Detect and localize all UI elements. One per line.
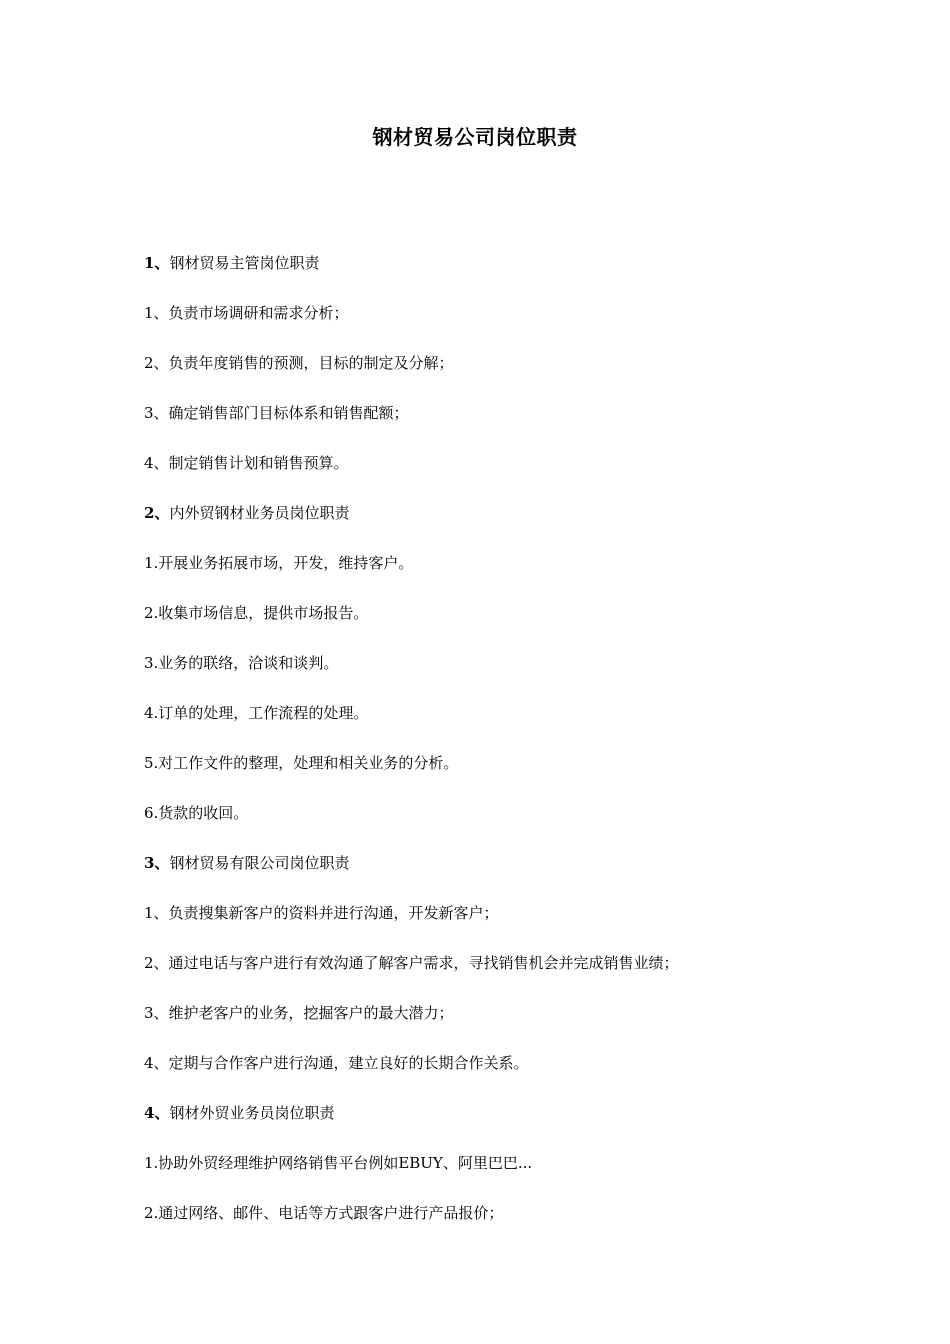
list-item: 2、负责年度销售的预测，目标的制定及分解； [144, 354, 454, 372]
list-item: 2.通过网络、邮件、电话等方式跟客户进行产品报价； [144, 1204, 504, 1222]
section-title: 内外贸钢材业务员岗位职责 [169, 504, 350, 522]
list-item: 1.协助外贸经理维护网络销售平台例如EBUY、阿里巴巴... [144, 1154, 533, 1172]
section-number: 2、 [144, 504, 170, 522]
list-item: 3.业务的联络，洽谈和谈判。 [144, 654, 339, 672]
list-item: 5.对工作文件的整理，处理和相关业务的分析。 [144, 754, 459, 772]
section-number: 4、 [144, 1104, 170, 1122]
list-item: 2.收集市场信息，提供市场报告。 [144, 604, 369, 622]
section-heading [144, 848, 864, 898]
page-title: 钢材贸易公司岗位职责 [372, 125, 578, 149]
document-body [144, 248, 864, 1248]
list-item: 3、维护老客户的业务，挖掘客户的最大潜力； [144, 1004, 454, 1022]
section-number: 1、 [144, 254, 170, 272]
section-heading [144, 248, 864, 298]
list-item: 1、负责市场调研和需求分析； [144, 304, 349, 322]
section-heading [144, 1098, 864, 1148]
list-item: 2、通过电话与客户进行有效沟通了解客户需求，寻找销售机会并完成销售业绩； [144, 954, 679, 972]
list-item: 6.货款的收回。 [144, 804, 249, 822]
list-item: 4、制定销售计划和销售预算。 [144, 454, 349, 472]
list-item: 1、负责搜集新客户的资料并进行沟通，开发新客户； [144, 904, 499, 922]
section-number: 3、 [144, 854, 170, 872]
section-heading [144, 498, 864, 548]
section-title: 钢材贸易主管岗位职责 [169, 254, 320, 272]
list-item: 1.开展业务拓展市场，开发，维持客户。 [144, 554, 414, 572]
list-item: 4.订单的处理，工作流程的处理。 [144, 704, 369, 722]
list-item: 3、确定销售部门目标体系和销售配额； [144, 404, 409, 422]
list-item: 4、定期与合作客户进行沟通，建立良好的长期合作关系。 [144, 1054, 529, 1072]
section-title: 钢材贸易有限公司岗位职责 [169, 854, 350, 872]
section-title: 钢材外贸业务员岗位职责 [169, 1104, 335, 1122]
